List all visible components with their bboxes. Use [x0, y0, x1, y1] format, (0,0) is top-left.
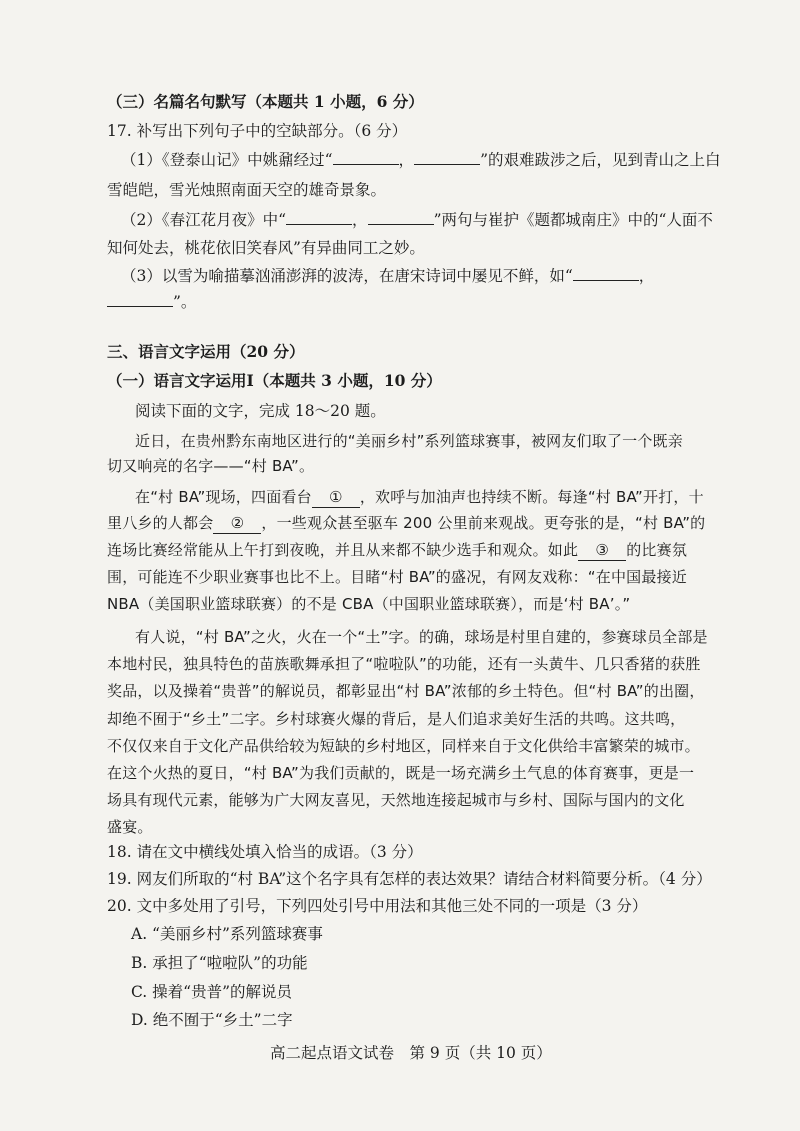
passage-p2-line-4: 围，可能连不少职业赛事也比不上。目睹“村 BA”的盛况，有网友戏称：“在中国最接近	[107, 568, 687, 586]
passage-p3-line-7: 场具有现代元素，能够为广大网友喜见，天然地连接起城市与乡村、国际与国内的文化	[107, 791, 685, 809]
question-17-item-1	[121, 150, 721, 170]
answer-blank[interactable]	[414, 150, 480, 165]
question-17-item-3-cont	[107, 292, 196, 312]
answer-blank[interactable]	[368, 210, 434, 225]
reading-instruction: 阅读下面的文字，完成 18～20 题。	[135, 402, 386, 420]
blank-2[interactable]: ②	[213, 513, 261, 534]
page-footer: 高二起点语文试卷 第 9 页（共 10 页）	[270, 1044, 552, 1062]
question-17-item-3	[121, 266, 654, 286]
question-17-item-2	[121, 210, 713, 230]
question-17-item-1-cont: 雪皑皑，雪光烛照南面天空的雄奇景象。	[107, 181, 387, 199]
section-three-sub-heading: （三）名篇名句默写（本题共 1 小题，6 分）	[107, 92, 424, 111]
section-three-heading: 三、语言文字运用（20 分）	[107, 342, 305, 361]
option-a[interactable]: A. “美丽乡村”系列篮球赛事	[131, 925, 323, 943]
passage-p1-line-1: 近日，在贵州黔东南地区进行的“美丽乡村”系列篮球赛事，被网友们取了一个既亲	[135, 432, 683, 450]
item-3-text: （3）以雪为喻描摹汹涌澎湃的波涛，在唐宋诗词中屡见不鲜，如“	[121, 267, 573, 285]
passage-p2-line-5: NBA（美国职业篮球联赛）的不是 CBA（中国职业篮球联赛），而是‘村 BA’。”	[107, 595, 631, 613]
option-b[interactable]: B. 承担了“啦啦队”的功能	[131, 954, 308, 972]
passage-p2-line-3	[107, 540, 687, 561]
item-1-text-b: ”的艰难跋涉之后，见到青山之上白	[480, 151, 721, 169]
passage-p3-line-5: 不仅仅来自于文化产品供给较为短缺的乡村地区，同样来自于文化供给丰富繁荣的城市。	[107, 737, 700, 755]
answer-blank[interactable]	[286, 210, 352, 225]
item-2-text-b: ”两句与崔护《题都城南庄》中的“人面不	[433, 211, 713, 229]
item-2-text-a: （2）《春江花月夜》中“	[121, 211, 287, 229]
passage-text: 连场比赛经常能从上午打到夜晚，并且从来都不缺少选手和观众。如此	[107, 541, 579, 559]
passage-p3-line-8: 盛宴。	[107, 818, 153, 836]
passage-p3-line-4: 却绝不囿于“乡土”二字。乡村球赛火爆的背后，是人们追求美好生活的共鸣。这共鸣，	[107, 710, 686, 728]
question-18: 18. 请在文中横线处填入恰当的成语。（3 分）	[107, 843, 423, 861]
question-17-item-2-cont: 知何处去，桃花依旧笑春风”有异曲同工之妙。	[107, 239, 425, 257]
answer-blank[interactable]	[107, 292, 173, 307]
item-3-comma: ，	[638, 267, 655, 285]
question-20: 20. 文中多处用了引号，下列四处引号中用法和其他三处不同的一项是（3 分）	[107, 897, 648, 915]
blank-1[interactable]: ①	[312, 487, 360, 508]
option-c[interactable]: C. 操着“贵普”的解说员	[131, 983, 293, 1001]
passage-text: 的比赛氛	[626, 541, 688, 559]
passage-p2-line-1	[135, 487, 704, 508]
sub-one-heading: （一）语言文字运用Ⅰ（本题共 3 小题，10 分）	[107, 371, 442, 390]
passage-p3-line-1: 有人说，“村 BA”之火，火在一个“土”字。的确，球场是村里自建的，参赛球员全部是	[135, 628, 708, 646]
passage-p2-line-2	[107, 513, 705, 534]
passage-text: ，一些观众甚至驱车 200 公里前来观战。更夸张的是，“村 BA”的	[261, 514, 706, 532]
item-2-comma: ，	[352, 211, 368, 229]
item-1-comma: ，	[398, 151, 415, 169]
passage-p3-line-6: 在这个火热的夏日，“村 BA”为我们贡献的，既是一场充满乡土气息的体育赛事，更是一	[107, 764, 695, 782]
blank-3[interactable]: ③	[578, 540, 626, 561]
option-d[interactable]: D. 绝不囿于“乡土”二字	[131, 1011, 293, 1029]
item-1-text-a: （1）《登泰山记》中姚鼐经过“	[121, 151, 333, 169]
answer-blank[interactable]	[573, 266, 639, 281]
passage-p3-line-2: 本地村民，独具特色的苗族歌舞承担了“啦啦队”的功能，还有一头黄牛、几只香猪的获胜	[107, 655, 701, 673]
passage-text: 里八乡的人都会	[107, 514, 214, 532]
question-17-stem: 17. 补写出下列句子中的空缺部分。（6 分）	[107, 122, 408, 140]
passage-p1-line-2: 切又响亮的名字——“村 BA”。	[107, 457, 315, 475]
passage-p3-line-3: 奖品，以及操着“贵普”的解说员，都彰显出“村 BA”浓郁的乡土特色。但“村 BA”的出圈，	[107, 682, 705, 700]
passage-text: ，欢呼与加油声也持续不断。每逢“村 BA”开打，十	[359, 488, 704, 506]
answer-blank[interactable]	[333, 150, 399, 165]
question-19: 19. 网友们所取的“村 BA”这个名字具有怎样的表达效果？请结合材料简要分析。（4 分）	[107, 870, 712, 888]
item-3-end: ”。	[173, 293, 197, 311]
passage-text: 在“村 BA”现场，四面看台	[135, 488, 312, 506]
